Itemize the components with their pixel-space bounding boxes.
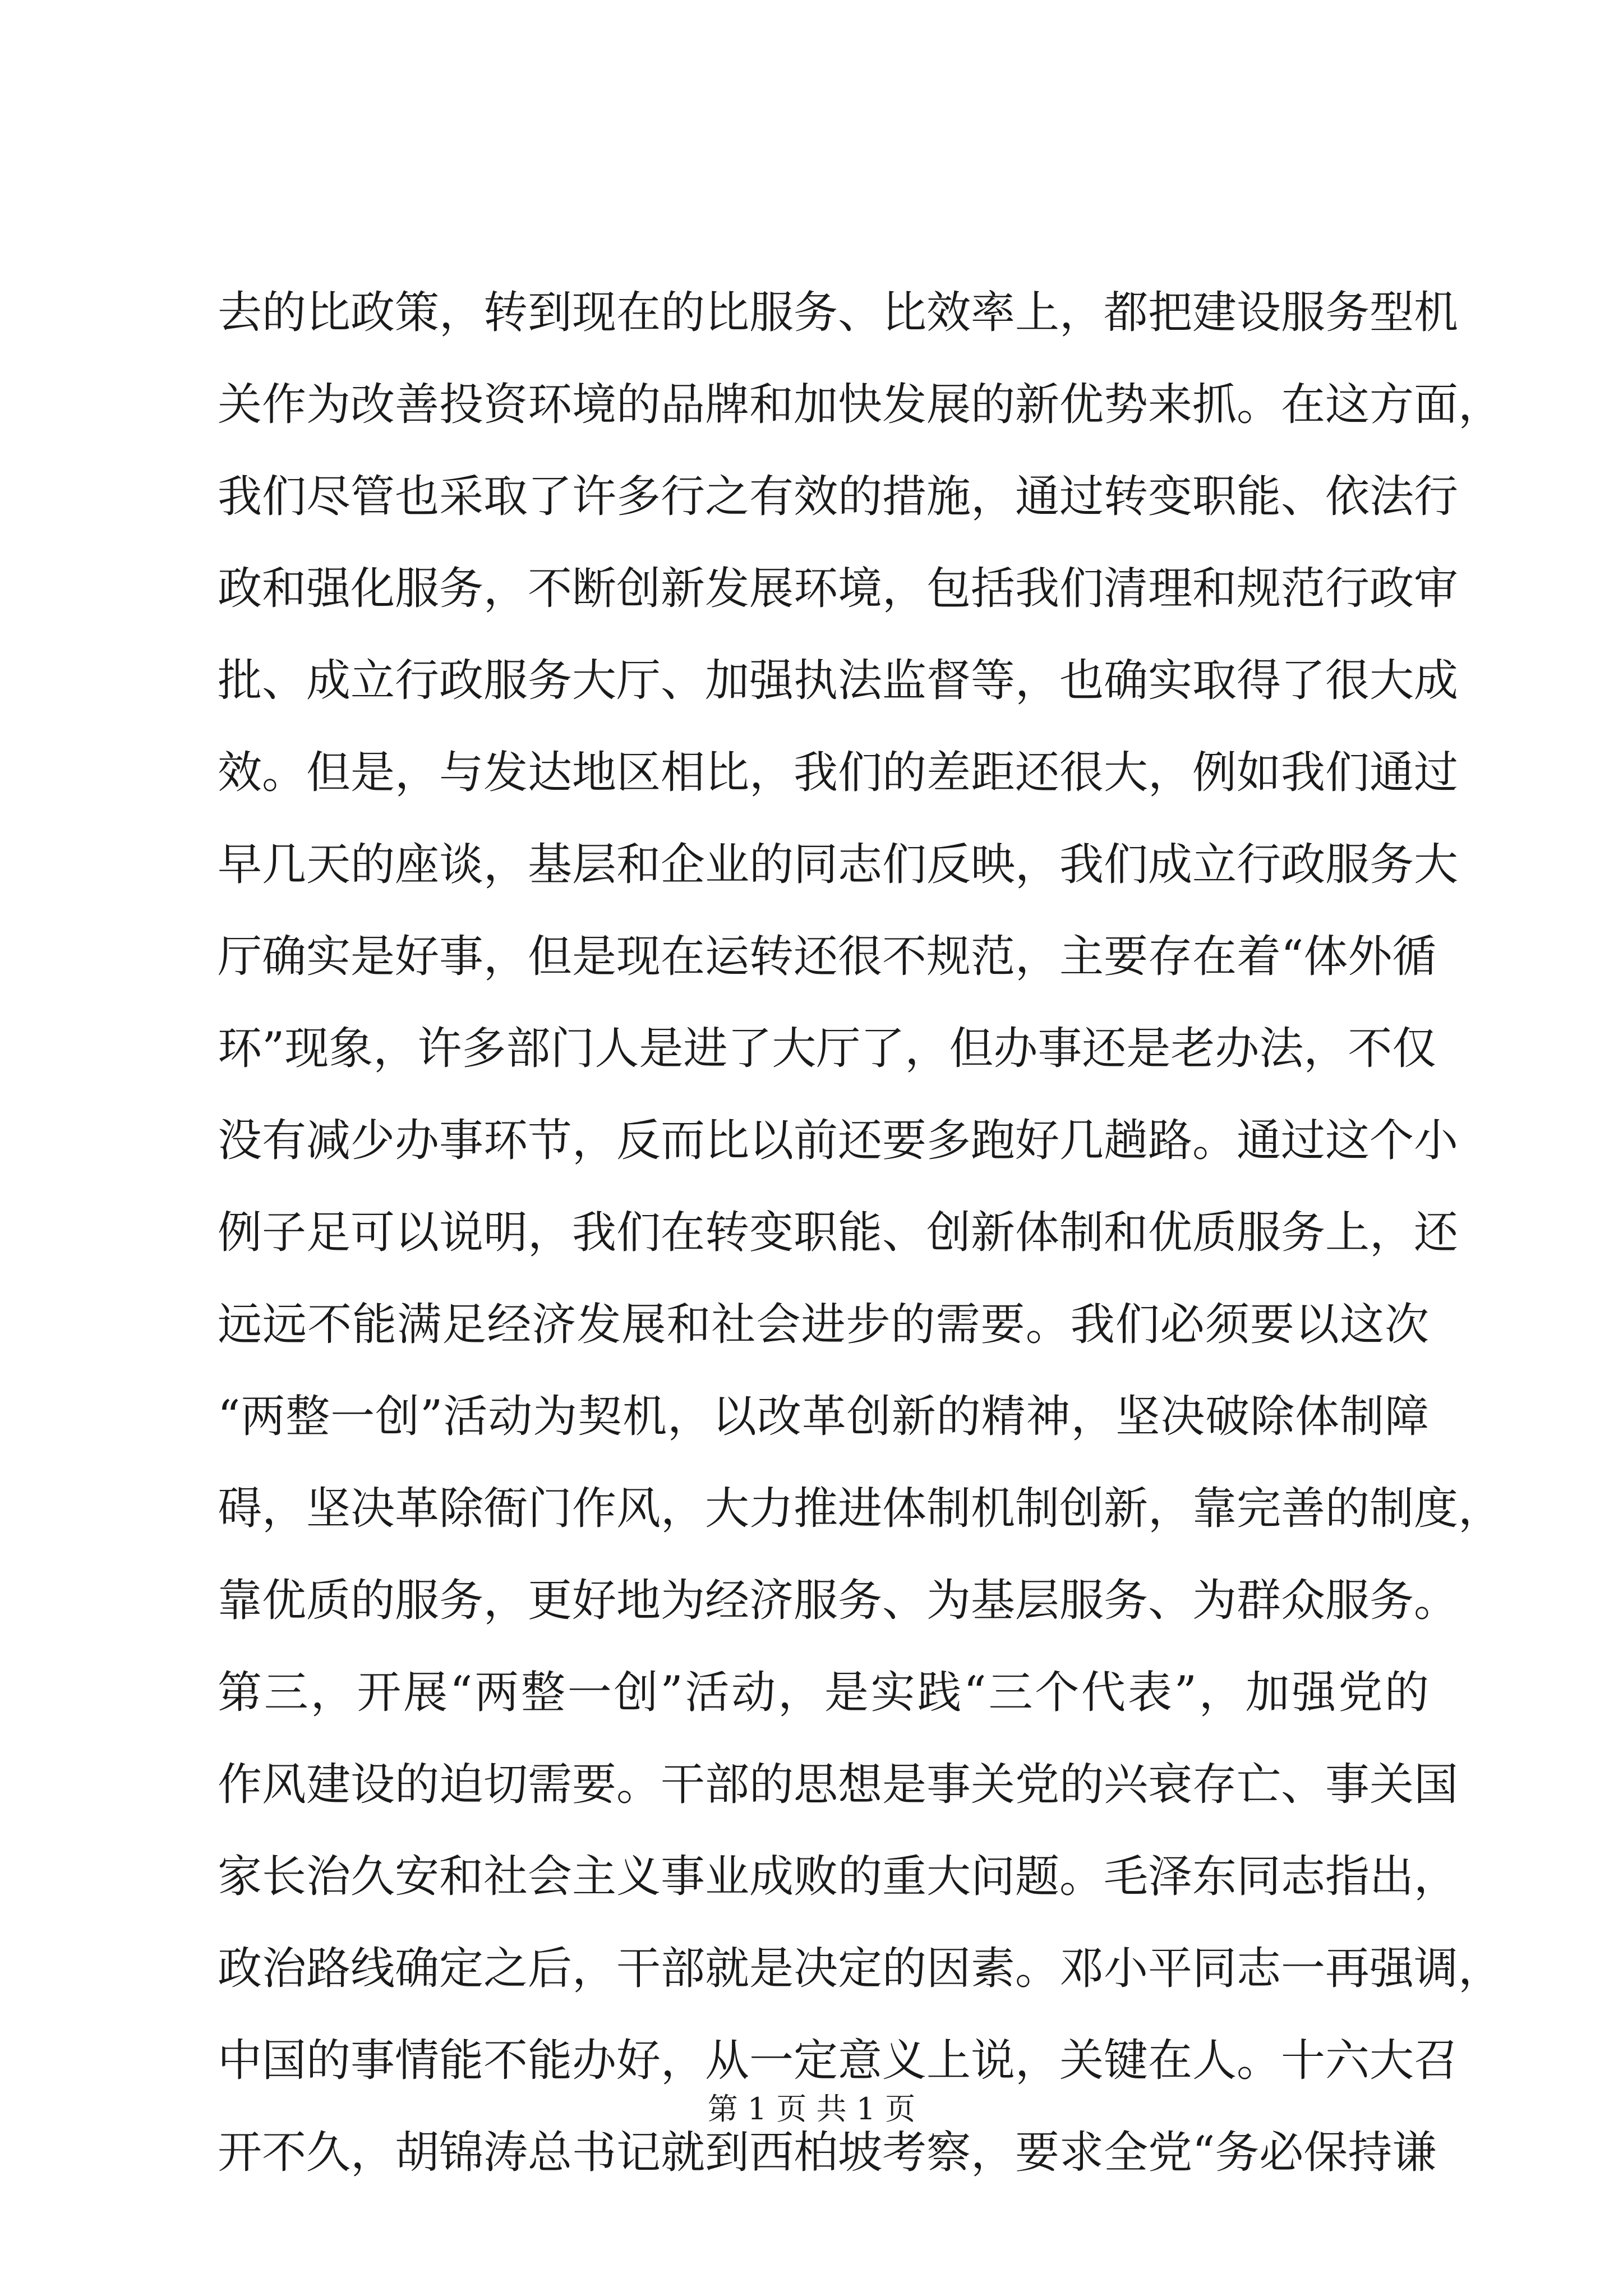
body-text <box>218 266 1502 2198</box>
text-line-17: 作风建设的迫切需要。干部的思想是事关党的兴衰存亡、事关国 <box>218 1759 1458 1810</box>
text-line-15: 靠优质的服务，更好地为经济服务、为基层服务、为群众服务。 <box>218 1575 1458 1626</box>
text-line-11: 例子足可以说明，我们在转变职能、创新体制和优质服务上，还 <box>218 1207 1458 1258</box>
text-line-4: 政和强化服务，不断创新发展环境，包括我们清理和规范行政审 <box>218 563 1458 614</box>
text-line-18: 家长治久安和社会主义事业成败的重大问题。毛泽东同志指出， <box>218 1851 1458 1902</box>
text-line-10: 没有减少办事环节，反而比以前还要多跑好几趟路。通过这个小 <box>218 1115 1458 1166</box>
text-line-13: “两整一创”活动为契机，以改革创新的精神，坚决破除体制障 <box>218 1391 1429 1442</box>
text-line-5: 批、成立行政服务大厅、加强执法监督等，也确实取得了很大成 <box>218 655 1458 706</box>
page-number-label: 第 1 页 共 1 页 <box>707 2091 916 2127</box>
text-line-19: 政治路线确定之后，干部就是决定的因素。邓小平同志一再强调， <box>218 1943 1502 1994</box>
text-line-20: 中国的事情能不能办好，从一定意义上说，关键在人。十六大召 <box>218 2035 1458 2086</box>
text-line-9: 环”现象，许多部门人是进了大厅了，但办事还是老办法，不仅 <box>218 1023 1437 1074</box>
text-line-2: 关作为改善投资环境的品牌和加快发展的新优势来抓。在这方面， <box>218 379 1502 430</box>
page-footer <box>0 2087 1623 2132</box>
text-line-14: 碍，坚决革除衙门作风，大力推进体制机制创新，靠完善的制度， <box>218 1483 1502 1534</box>
text-line-8: 厅确实是好事，但是现在运转还很不规范，主要存在着“体外循 <box>218 931 1437 982</box>
text-line-6: 效。但是，与发达地区相比，我们的差距还很大，例如我们通过 <box>218 747 1458 798</box>
text-line-16: 第三，开展“两整一创”活动，是实践“三个代表”，加强党的 <box>218 1667 1429 1718</box>
text-line-7: 早几天的座谈，基层和企业的同志们反映，我们成立行政服务大 <box>218 839 1458 890</box>
text-line-1: 去的比政策，转到现在的比服务、比效率上，都把建设服务型机 <box>218 287 1458 338</box>
text-line-21: 开不久，胡锦涛总书记就到西柏坡考察，要求全党“务必保持谦 <box>218 2127 1437 2178</box>
text-line-3: 我们尽管也采取了许多行之有效的措施，通过转变职能、依法行 <box>218 471 1458 522</box>
text-line-12: 远远不能满足经济发展和社会进步的需要。我们必须要以这次 <box>218 1299 1429 1350</box>
